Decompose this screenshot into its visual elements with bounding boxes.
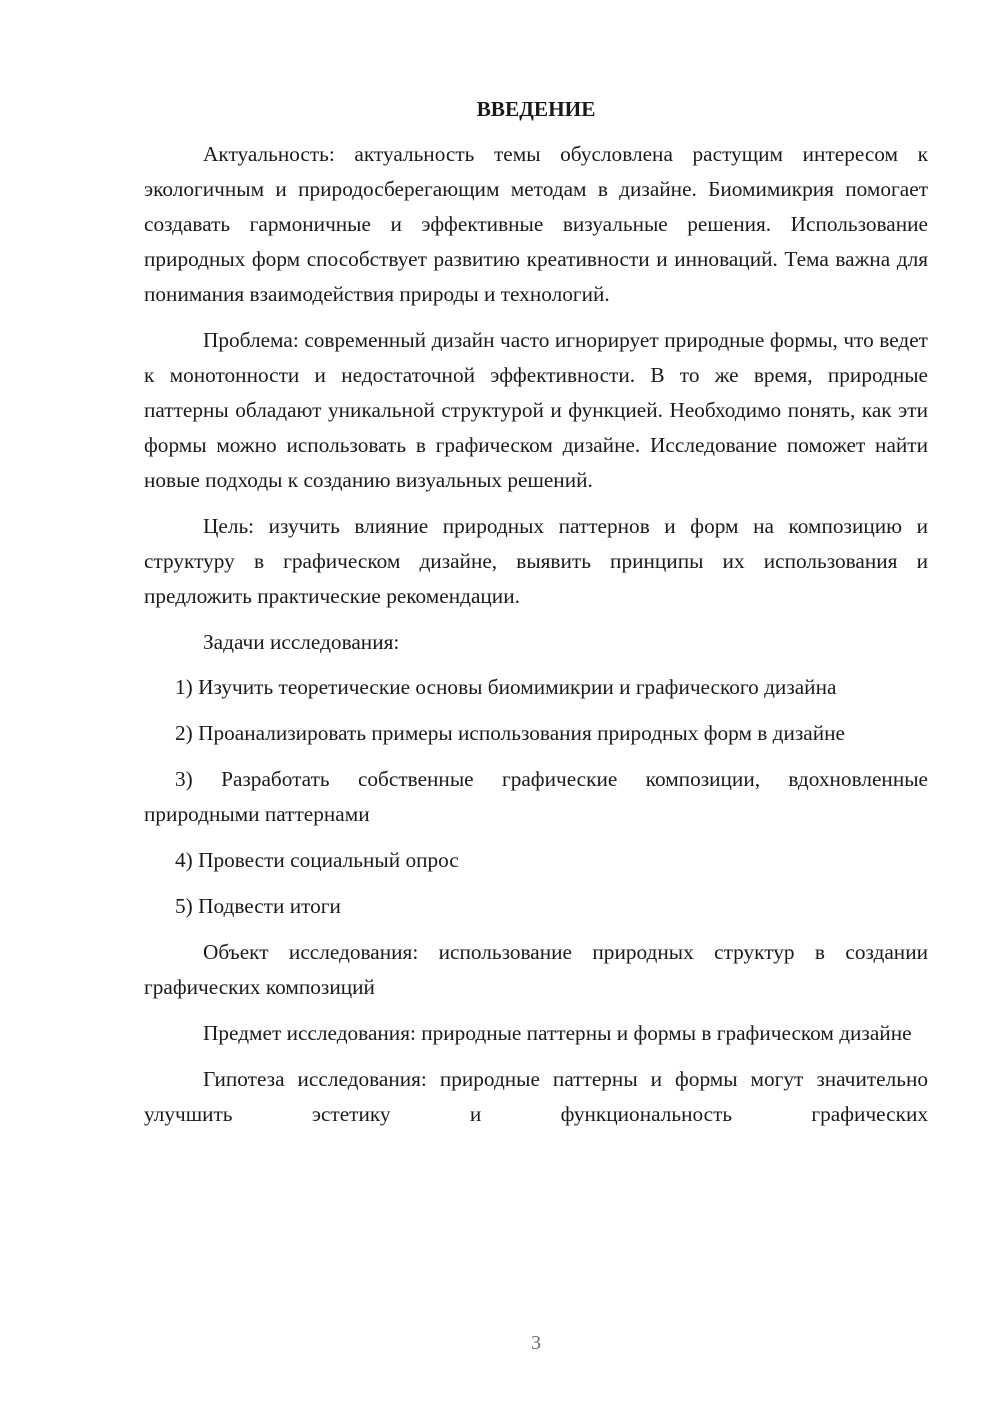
task-item-1: 1) Изучить теоретические основы биомимикрии и графического дизайна: [175, 675, 837, 699]
paragraph-relevance: Актуальность: актуальность темы обусловлена растущим интересом к экологичным и природосберегающим методам в дизайне. Биомимикрия помогает создавать гармоничные и эффективные визуальные решения. Использование природных форм способствует развитию креативности и инноваций. Тема важна для понимания взаимодействия природы и технологий.: [144, 142, 928, 306]
page-number: 3: [531, 1332, 541, 1354]
paragraph-goal: Цель: изучить влияние природных паттернов и форм на композицию и структуру в графическом дизайне, выявить принципы их использования и предложить практические рекомендации.: [144, 514, 928, 608]
paragraph-subject: Предмет исследования: природные паттерны и формы в графическом дизайне: [203, 1021, 912, 1045]
paragraph-hypothesis: Гипотеза исследования: природные паттерны и формы могут значительно улучшить эстетику и функциональность графических: [144, 1067, 928, 1126]
task-item-3: 3) Разработать собственные графические композиции, вдохновленные природными паттернами: [144, 767, 928, 826]
task-item-2: 2) Проанализировать примеры использования природных форм в дизайне: [175, 721, 846, 745]
paragraph-tasks-heading: Задачи исследования:: [203, 630, 400, 654]
document-page: [144, 92, 928, 1143]
task-item-5: 5) Подвести итоги: [175, 894, 341, 918]
paragraph-problem: Проблема: современный дизайн часто игнорирует природные формы, что ведет к монотонности и недостаточной эффективности. В то же время, природные паттерны обладают уникальной структурой и функцией. Необходимо понять, как эти формы можно использовать в графическом дизайне. Исследование поможет найти новые подходы к созданию визуальных решений.: [144, 328, 928, 492]
section-title: ВВЕДЕНИЕ: [476, 97, 596, 121]
task-item-4: 4) Провести социальный опрос: [175, 848, 459, 872]
paragraph-object: Объект исследования: использование природных структур в создании графических композиций: [144, 940, 928, 999]
